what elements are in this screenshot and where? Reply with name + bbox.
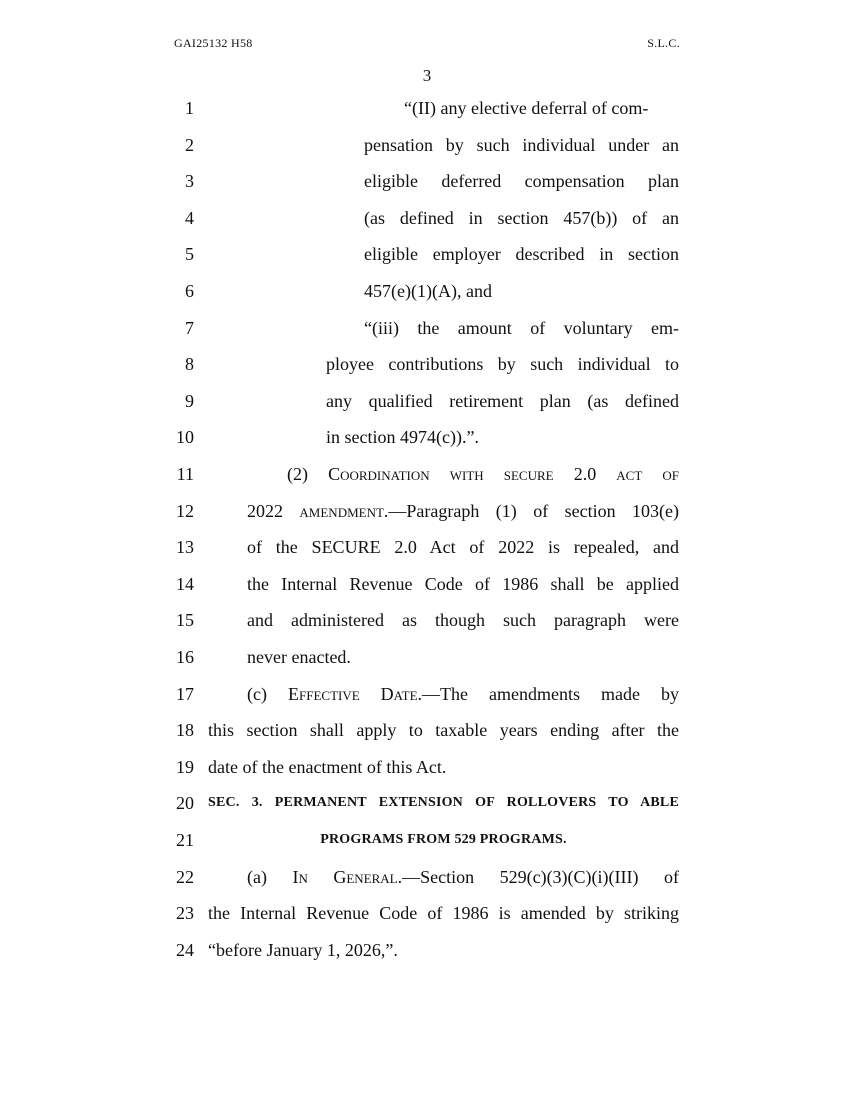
line-number: 20	[176, 793, 194, 814]
line-number: 18	[176, 720, 194, 741]
text-segment: any qualified retirement plan (as defined	[326, 390, 679, 411]
line-text	[364, 200, 679, 236]
line-text	[364, 127, 679, 163]
line-number: 11	[176, 464, 194, 484]
text-line	[0, 273, 854, 309]
line-text	[364, 273, 679, 309]
line-number: 12	[176, 500, 194, 521]
text-segment: “(II) any elective deferral of com-	[404, 98, 649, 118]
line-number: 24	[176, 939, 194, 960]
line-text	[364, 236, 679, 272]
line-number: 17	[176, 683, 194, 704]
text-line	[0, 932, 854, 968]
line-number: 4	[185, 207, 194, 228]
text-segment: 457(e)(1)(A), and	[364, 281, 492, 301]
text-segment: the Internal Revenue Code of 1986 shall be applied	[247, 573, 679, 594]
text-line	[0, 529, 854, 565]
line-text	[326, 346, 679, 382]
small-caps-heading: Effective Date	[288, 683, 418, 704]
text-segment: (c)	[247, 683, 288, 704]
text-line	[0, 127, 854, 163]
line-number: 7	[185, 317, 194, 338]
text-line	[0, 859, 854, 895]
line-text	[326, 419, 679, 455]
text-segment: pensation by such individual under an	[364, 134, 679, 155]
line-text	[247, 529, 679, 565]
text-segment: .—The amendments made by	[417, 683, 679, 704]
line-number: 21	[176, 830, 194, 850]
text-segment: PROGRAMS FROM 529 PROGRAMS.	[320, 832, 567, 847]
text-line	[0, 493, 854, 529]
text-line	[0, 310, 854, 346]
line-text	[326, 383, 679, 419]
text-segment: never enacted.	[247, 647, 351, 667]
line-text	[208, 932, 679, 968]
line-text	[208, 712, 679, 748]
line-text	[247, 566, 679, 602]
line-text	[404, 90, 679, 126]
text-segment: “before January 1, 2026,”.	[208, 939, 398, 960]
text-segment: SEC. 3. PERMANENT EXTENSION OF ROLLOVERS TO ABLE	[208, 795, 679, 811]
line-text	[208, 785, 679, 821]
text-segment: of the SECURE 2.0 Act of 2022 is repealed, and	[247, 537, 679, 558]
line-number: 19	[176, 756, 194, 777]
line-text	[247, 859, 679, 895]
text-line	[0, 419, 854, 455]
line-text	[208, 822, 679, 858]
line-number: 2	[185, 134, 194, 155]
text-line	[0, 383, 854, 419]
text-line	[0, 200, 854, 236]
line-number: 10	[176, 427, 194, 448]
text-segment: (as defined in section 457(b)) of an	[364, 207, 679, 228]
line-number: 6	[185, 281, 194, 301]
small-caps-heading: 2022 amendment	[247, 500, 384, 521]
text-segment: the Internal Revenue Code of 1986 is amended by striking	[208, 903, 679, 924]
text-segment: eligible employer described in section	[364, 244, 679, 265]
line-text	[247, 639, 679, 675]
line-number: 22	[176, 866, 194, 887]
line-number: 9	[185, 390, 194, 411]
small-caps-heading: Coordination with secure 2.0 act of	[328, 464, 679, 484]
line-text	[208, 895, 679, 931]
line-text	[287, 456, 679, 492]
text-line	[0, 346, 854, 382]
line-text	[364, 163, 679, 199]
text-line	[0, 785, 854, 821]
text-segment: (a)	[247, 866, 293, 887]
text-line	[0, 456, 854, 492]
line-number: 14	[176, 573, 194, 594]
line-number: 8	[185, 354, 194, 375]
text-segment: (2)	[287, 464, 329, 484]
text-line	[0, 822, 854, 858]
line-text	[247, 676, 679, 712]
line-number: 13	[176, 537, 194, 558]
text-segment: and administered as though such paragraph were	[247, 610, 679, 631]
text-segment: date of the enactment of this Act.	[208, 756, 447, 777]
line-text	[364, 310, 679, 346]
text-line	[0, 163, 854, 199]
text-line	[0, 639, 854, 675]
text-line	[0, 712, 854, 748]
text-segment: “(iii) the amount of voluntary em-	[364, 317, 679, 338]
text-line	[0, 749, 854, 785]
text-segment: .—Paragraph (1) of section 103(e)	[383, 500, 679, 521]
text-segment: this section shall apply to taxable years ending after the	[208, 720, 679, 741]
line-number: 23	[176, 903, 194, 924]
text-line	[0, 676, 854, 712]
line-text	[247, 602, 679, 638]
text-line	[0, 895, 854, 931]
text-line	[0, 602, 854, 638]
text-line	[0, 236, 854, 272]
text-segment: .—Section 529(c)(3)(C)(i)(III) of	[397, 866, 679, 887]
text-line	[0, 90, 854, 126]
text-segment: ployee contributions by such individual to	[326, 354, 679, 375]
text-segment: in section 4974(c)).”.	[326, 427, 479, 448]
line-text	[247, 493, 679, 529]
page-number: 3	[422, 66, 432, 85]
line-number: 16	[176, 647, 194, 667]
line-text	[208, 749, 679, 785]
small-caps-heading: In General	[292, 866, 398, 887]
line-number: 3	[185, 171, 194, 192]
line-number: 5	[185, 244, 194, 265]
slc-marker: S.L.C.	[647, 36, 680, 50]
text-line	[0, 566, 854, 602]
document-id: GAI25132 H58	[174, 36, 253, 50]
line-number: 1	[185, 98, 194, 118]
text-segment: eligible deferred compensation plan	[364, 171, 679, 192]
line-number: 15	[176, 610, 194, 631]
